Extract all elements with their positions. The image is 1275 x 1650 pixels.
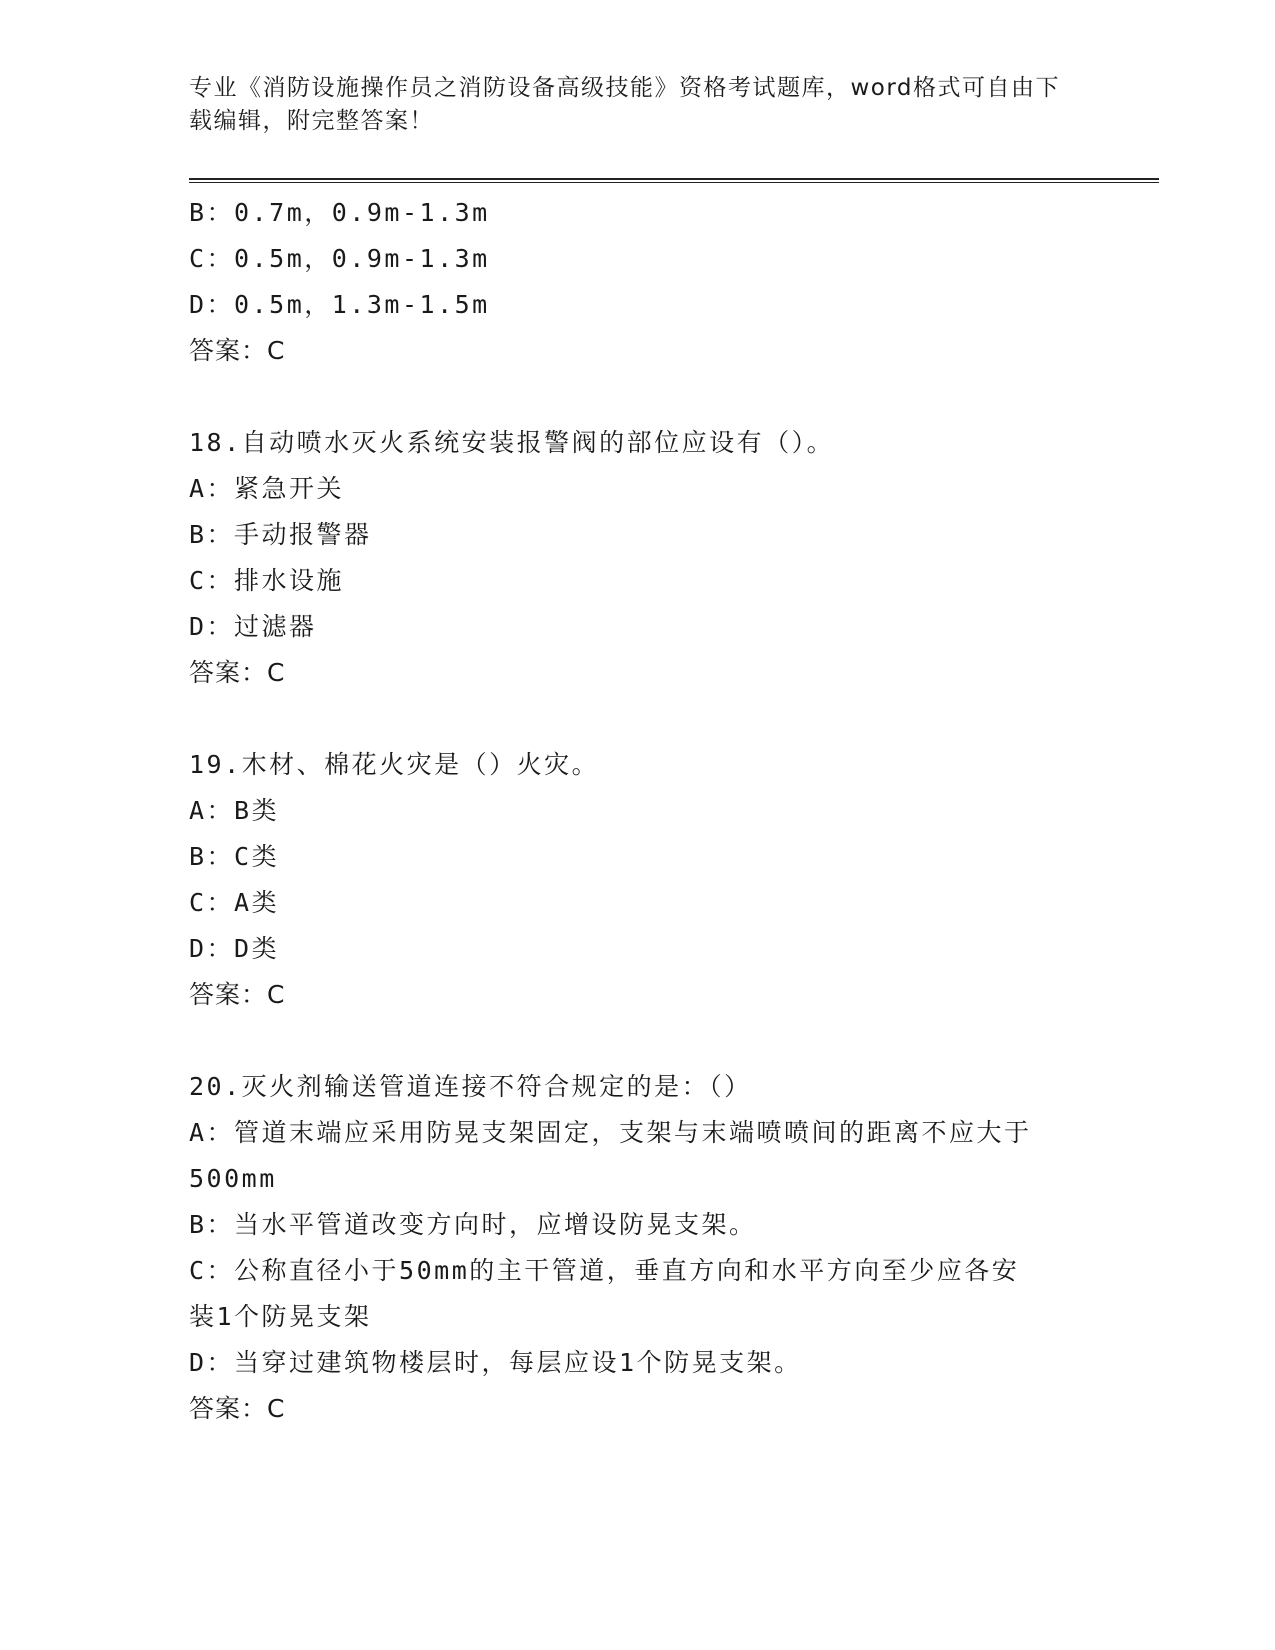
question-text: 20.灭火剂输送管道连接不符合规定的是：（）: [189, 1072, 752, 1101]
option-b: B：C类: [189, 842, 280, 871]
answer-label: 答案：C: [189, 1394, 286, 1423]
header-divider: [189, 178, 1159, 183]
option-d: D：当穿过建筑物楼层时，每层应设1个防晃支架。: [189, 1348, 802, 1377]
option-c: C：0.5m，0.9m-1.3m: [189, 244, 490, 273]
option-a: A：紧急开关: [189, 474, 345, 503]
question-text: 19.木材、棉花火灾是（）火灾。: [189, 750, 600, 779]
option-c: C：排水设施: [189, 566, 345, 595]
question-17: [189, 190, 1089, 374]
header-line-1: 专业《消防设施操作员之消防设备高级技能》资格考试题库，word格式可自由下: [189, 75, 1061, 101]
option-a: A：B类: [189, 796, 280, 825]
question-list: [189, 190, 1089, 1432]
spacer: [189, 1018, 1089, 1064]
question-20: [189, 1064, 1089, 1432]
option-c-line-2: 装1个防晃支架: [189, 1302, 372, 1331]
option-b: B：当水平管道改变方向时，应增设防晃支架。: [189, 1210, 757, 1239]
spacer: [189, 696, 1089, 742]
option-d: D：D类: [189, 934, 280, 963]
answer-label: 答案：C: [189, 980, 286, 1009]
option-d: D：过滤器: [189, 612, 317, 641]
option-b: B：手动报警器: [189, 520, 372, 549]
answer-label: 答案：C: [189, 658, 286, 687]
option-d: D：0.5m，1.3m-1.5m: [189, 290, 490, 319]
option-c: C：A类: [189, 888, 280, 917]
option-a-line-2: 500mm: [189, 1164, 277, 1193]
document-header: [189, 72, 1089, 138]
answer-label: 答案：C: [189, 336, 286, 365]
header-line-2: 载编辑，附完整答案！: [189, 108, 434, 134]
spacer: [189, 374, 1089, 420]
option-a-line-1: A：管道末端应采用防晃支架固定，支架与末端喷喷间的距离不应大于: [189, 1118, 1032, 1147]
option-c-line-1: C：公称直径小于50mm的主干管道，垂直方向和水平方向至少应各安: [189, 1256, 1020, 1285]
question-text: 18.自动喷水灭火系统安装报警阀的部位应设有（）。: [189, 428, 835, 457]
question-18: [189, 420, 1089, 696]
question-19: [189, 742, 1089, 1018]
option-b: B：0.7m，0.9m-1.3m: [189, 198, 490, 227]
